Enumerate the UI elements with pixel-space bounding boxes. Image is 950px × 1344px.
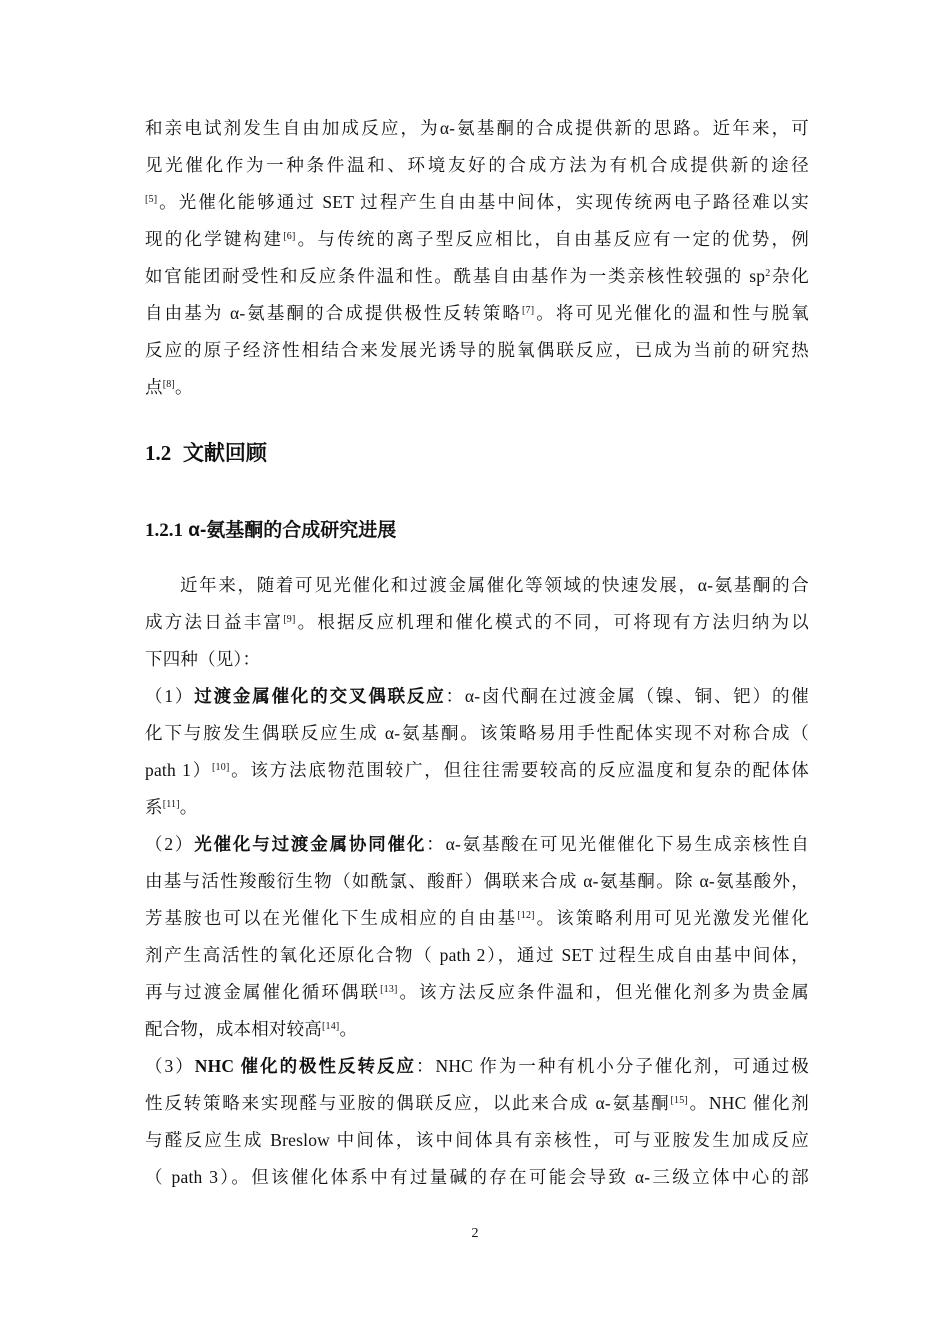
citation: [12] [517,910,535,921]
section-heading: 1.2 文献回顾 [145,441,267,465]
text-line: 近年来，随着可见光催化和过渡金属催化等领域的快速发展，α-氨基酮的合 [180,575,809,595]
citation: [5] [145,194,158,205]
text-line: 成方法日益丰富[9]。根据反应机理和催化模式的不同，可将现有方法归纳为以 [145,612,809,632]
text-line: [5]。光催化能够通过 SET 过程产生自由基中间体，实现传统两电子路径难以实 [145,192,809,212]
method-title: NHC 催化的极性反转反应 [194,1056,417,1076]
text-line: 剂产生高活性的氧化还原化合物（ path 2），通过 SET 过程生成自由基中间体， [145,945,809,965]
text-line: 下四种（见）： [145,649,261,669]
text-line: 芳基胺也可以在光催化下生成相应的自由基[12]。该策略利用可见光激发光催化 [145,908,809,928]
citation: [6] [283,231,296,242]
citation: [9] [283,614,296,625]
text-line: （2）光催化与过渡金属协同催化：α-氨基酸在可见光催催化下易生成亲核性自 [145,834,809,854]
text-line: 如官能团耐受性和反应条件温和性。酰基自由基作为一类亲核性较强的 $sp^2$杂化 [145,266,809,286]
text-line: 再与过渡金属催化循环偶联[13]。该方法反应条件温和，但光催化剂多为贵金属 [145,982,809,1002]
text-line: 配合物，成本相对较高[14]。 [145,1019,358,1039]
text-line: 性反转策略来实现醛与亚胺的偶联反应，以此来合成 α-氨基酮[15]。NHC 催化剂 [145,1093,809,1113]
subsection-heading: 1.2.1 α-氨基酮的合成研究进展 [145,520,397,541]
text-line: 化下与胺发生偶联反应生成 α-氨基酮。该策略易用手性配体实现不对称合成（ [145,723,809,743]
text-line: 现的化学键构建[6]。与传统的离子型反应相比，自由基反应有一定的优势，例 [145,229,809,249]
text-line: 见光催化作为一种条件温和、环境友好的合成方法为有机合成提供新的途径 [145,155,809,175]
text-line: 由基与活性羧酸衍生物（如酰氯、酸酐）偶联来合成 α-氨基酮。除 α-氨基酸外， [145,871,809,891]
text-line: 点[8]。 [145,377,193,397]
citation: [13] [380,984,398,995]
citation: [7] [522,305,535,316]
method-title: 过渡金属催化的交叉偶联反应 [194,686,446,706]
citation: [8] [162,379,175,390]
text-line: （3）NHC 催化的极性反转反应：NHC 作为一种有机小分子催化剂，可通过极 [145,1056,809,1076]
text-line: 系[11]。 [145,797,198,817]
text-line: 与醛反应生成 Breslow 中间体，该中间体具有亲核性，可与亚胺发生加成反应 [145,1130,809,1150]
text-line: 和亲电试剂发生自由加成反应，为α-氨基酮的合成提供新的思路。近年来，可 [145,118,809,138]
citation: [11] [162,799,180,810]
text-line: 自由基为 α-氨基酮的合成提供极性反转策略[7]。将可见光催化的温和性与脱氧 [145,303,809,323]
method-title: 光催化与过渡金属协同催化 [194,834,427,854]
page-number: 2 [471,1226,479,1241]
text-line: （ path 3）。但该催化体系中有过量碱的存在可能会导致 α-三级立体中心的部 [145,1167,809,1187]
citation: [15] [670,1095,688,1106]
text-line: （1）过渡金属催化的交叉偶联反应：α-卤代酮在过渡金属（镍、铜、钯）的催 [145,686,809,706]
citation: [14] [322,1021,340,1032]
text-line: path 1）[10]。该方法底物范围较广，但往往需要较高的反应温度和复杂的配体体 [145,760,810,780]
citation: [10] [212,762,230,773]
text-line: 反应的原子经济性相结合来发展光诱导的脱氧偶联反应，已成为当前的研究热 [145,340,809,360]
